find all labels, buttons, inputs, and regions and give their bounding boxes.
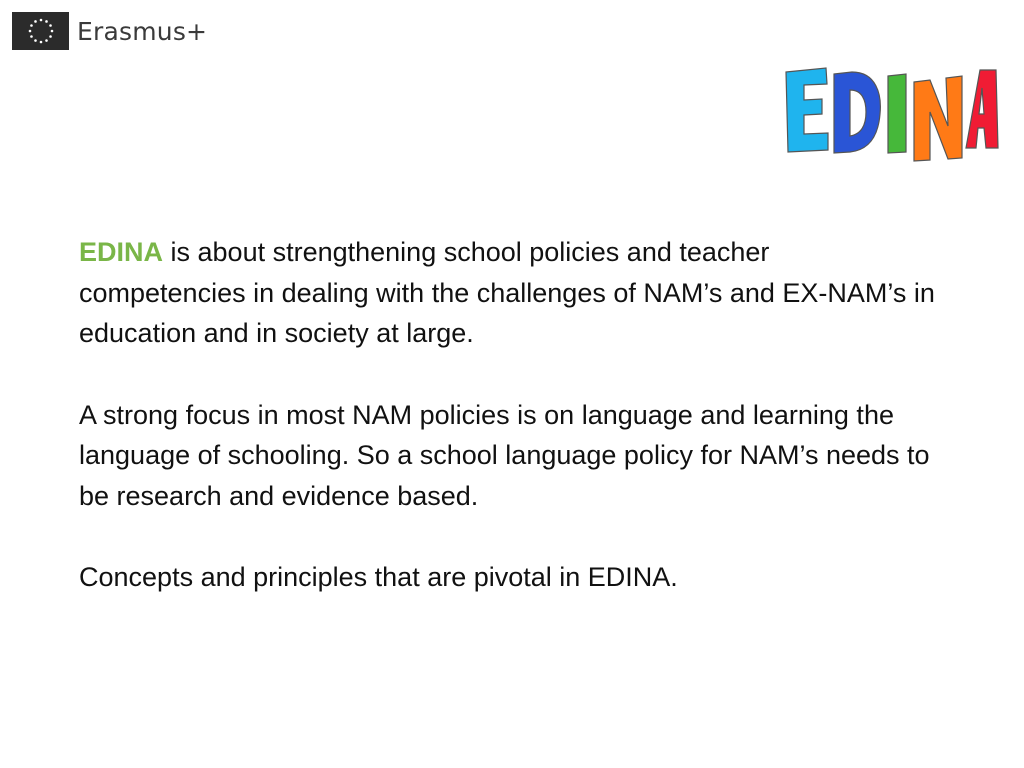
edina-letter-a bbox=[966, 70, 998, 148]
paragraph-concepts: Concepts and principles that are pivotal in EDINA. bbox=[79, 562, 678, 592]
eu-star-icon bbox=[34, 20, 37, 23]
slide-body bbox=[79, 232, 939, 639]
eu-stars-circle-icon bbox=[26, 16, 56, 46]
edina-wordmark-icon bbox=[780, 60, 1000, 170]
eu-star-icon bbox=[45, 20, 48, 23]
eu-star-icon bbox=[45, 39, 48, 42]
edina-letter-e bbox=[786, 68, 828, 152]
eu-star-icon bbox=[30, 35, 33, 38]
eu-star-icon bbox=[28, 30, 31, 33]
eu-star-icon bbox=[50, 30, 53, 33]
eu-flag-icon bbox=[12, 12, 69, 50]
edina-letter-n bbox=[914, 76, 962, 161]
erasmus-plus-logo bbox=[12, 12, 207, 50]
eu-star-icon bbox=[34, 39, 37, 42]
edina-letter-i bbox=[888, 74, 906, 153]
eu-star-icon bbox=[49, 24, 52, 27]
erasmus-label: Erasmus+ bbox=[77, 16, 208, 46]
paragraph-intro bbox=[79, 232, 939, 354]
edina-letter-d bbox=[834, 72, 880, 153]
eu-star-icon bbox=[39, 41, 42, 44]
eu-star-icon bbox=[49, 35, 52, 38]
edina-logo bbox=[780, 60, 1000, 175]
eu-star-icon bbox=[39, 19, 42, 22]
edina-highlight: EDINA bbox=[79, 237, 164, 267]
paragraph-intro-text: is about strengthening school policies and teacher competencies in dealing with the challenges of NAM’s and EX-NAM’s in education and in society at large. bbox=[79, 237, 935, 348]
eu-star-icon bbox=[30, 24, 33, 27]
paragraph-language-focus: A strong focus in most NAM policies is on language and learning the language of schooling. So a school language policy for NAM’s needs to be research and evidence based. bbox=[79, 399, 930, 511]
